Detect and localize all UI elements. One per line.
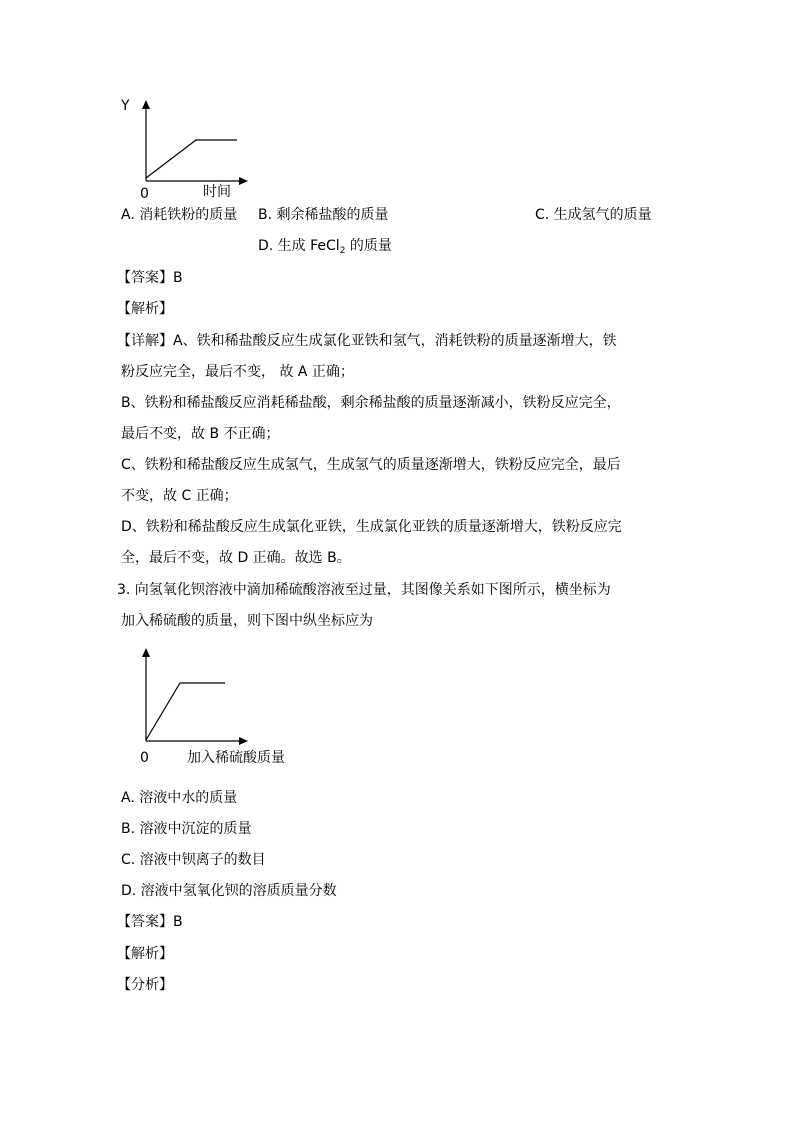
graph-time-y-label: Y [121, 98, 130, 114]
q2-detail-line: 最后不变，故 B 不正确； [121, 426, 280, 442]
graph-time-x-label: 时间 [203, 184, 231, 200]
graph-time-origin: 0 [140, 186, 149, 202]
graph-acid-origin: 0 [140, 750, 149, 766]
q3-option-a: A. 溶液中水的质量 [121, 790, 238, 806]
q2-detail-line: B、铁粉和稀盐酸反应消耗稀盐酸，剩余稀盐酸的质量逐渐减小，铁粉反应完全， [121, 395, 621, 411]
q2-detail-line: 粉反应完全，最后不变， 故 A 正确； [121, 364, 354, 380]
q2-option-c: C. 生成氢气的质量 [535, 207, 652, 223]
q3-answer: 【答案】B [117, 914, 183, 930]
q2-detail-line: C、铁粉和稀盐酸反应生成氢气，生成氢气的质量逐渐增大，铁粉反应完全，最后 [121, 457, 621, 473]
q2-detail-line: 【详解】A、铁和稀盐酸反应生成氯化亚铁和氢气，消耗铁粉的质量逐渐增大，铁 [117, 333, 617, 349]
q3-stem-line: 3. 向氢氧化钡溶液中滴加稀硫酸溶液至过量，其图像关系如下图所示，横坐标为 [117, 582, 611, 598]
q3-option-c: C. 溶液中钡离子的数目 [121, 852, 266, 868]
q3-stem-line: 加入稀硫酸的质量，则下图中纵坐标应为 [121, 613, 373, 629]
q2-detail-line: D、铁粉和稀盐酸反应生成氯化亚铁，生成氯化亚铁的质量逐渐增大，铁粉反应完 [121, 519, 622, 535]
q3-fenxi-heading: 【分析】 [117, 977, 173, 993]
q2-option-d-subscript: 2 [339, 246, 346, 256]
q2-analysis-heading: 【解析】 [117, 301, 173, 317]
q2-detail-line: 不变，故 C 正确； [121, 488, 238, 504]
q2-option-a: A. 消耗铁粉的质量 [121, 207, 238, 223]
graph-acid-x-arrow [239, 737, 248, 745]
q2-detail-line: 全，最后不变，故 D 正确。故选 B。 [121, 550, 351, 566]
q2-answer: 【答案】B [117, 270, 183, 286]
graph-acid-y-arrow [142, 648, 150, 657]
q2-option-d-prefix: D. 生成 FeCl [258, 238, 340, 254]
graph-acid-x-label: 加入稀硫酸质量 [187, 750, 285, 766]
q2-option-b: B. 剩余稀盐酸的质量 [258, 207, 389, 223]
q3-analysis-heading: 【解析】 [117, 946, 173, 962]
graph-acid-curve [146, 683, 225, 740]
q3-option-d: D. 溶液中氢氧化钡的溶质质量分数 [121, 883, 337, 899]
q3-option-b: B. 溶液中沉淀的质量 [121, 821, 252, 837]
q2-option-d-suffix: 的质量 [345, 238, 392, 254]
